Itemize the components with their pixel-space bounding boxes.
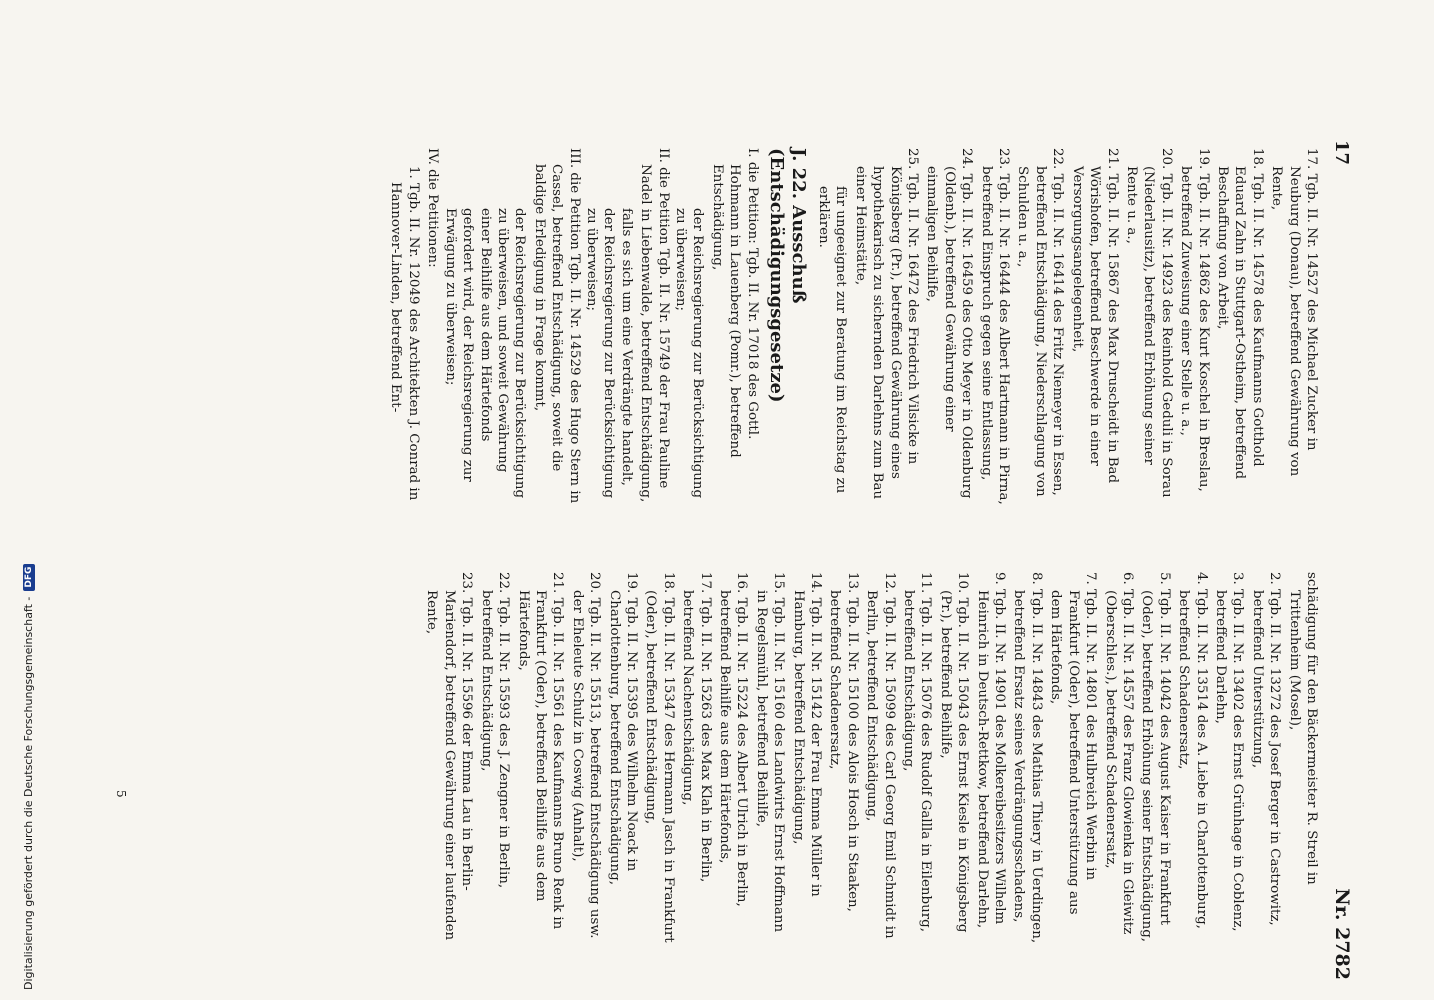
item-number: 1. (405, 166, 421, 179)
item-text: Tgb. II. Nr. 16444 des Albert Hartmann in Pirna, betreffend Einspruch gegen seine Entlassung, (978, 166, 1012, 505)
list-item (923, 148, 975, 508)
item-text: Tgb. II. Nr. 14862 des Kurt Koschel in Breslau, betreffend Zuweisung einer Stelle u. a., (1178, 166, 1211, 492)
item-number: 19. (1195, 148, 1211, 170)
section-item (424, 148, 441, 508)
list-item (863, 572, 898, 947)
list-item (1047, 572, 1099, 947)
list-item (477, 572, 512, 947)
list-item (1014, 148, 1066, 508)
item-number: 5. (1156, 572, 1172, 585)
section-roman: I. (744, 148, 760, 158)
item-number: 6. (1119, 572, 1135, 585)
item-number: 10. (955, 572, 971, 594)
item-text: Tgb. II. Nr. 16414 des Fritz Niemeyer in Essen, betreffend Entschädigung, Niederschlagung von Schulden u. a., (1015, 166, 1066, 497)
item-text: Tgb. II. Nr. 15561 des Kaufmanns Bruno Renk in Frankfurt (Oder), betreffend Beihilfe aus dem Härtefonds, (515, 590, 566, 930)
dfg-logo: DFG (23, 564, 35, 591)
section-text: die Petition: Tgb. II. Nr. 17018 des Gottl. Hohmann in Lauenberg (Pomr.), betreffend Entschädigung, (709, 161, 760, 458)
digitization-credit (22, 564, 35, 990)
item-number: 24. (959, 148, 975, 170)
list-item (1010, 572, 1045, 947)
item-number: 23. (996, 148, 1012, 170)
item-number: 15. (771, 572, 787, 594)
section-item (637, 148, 672, 508)
list-item (826, 572, 861, 947)
item-number: 8. (1028, 572, 1044, 585)
list-item (1138, 572, 1173, 947)
list-item (977, 148, 1012, 508)
section-title: J. 22. Ausschuß (Entschädigungsgesetze) (765, 148, 809, 403)
list-item (1123, 148, 1175, 508)
list-item (514, 572, 566, 947)
item-number: 18. (660, 572, 676, 594)
item-text: Tgb. II. Nr. 14557 des Franz Glowienka in Gleiwitz (Oberschles.), betreffend Schadenersatz, (1102, 589, 1135, 935)
list-item (423, 572, 475, 947)
item-text: Tgb. II. Nr. 15076 des Rudolf Gallla in Eilenburg, betreffend Entschädigung, (901, 590, 934, 932)
item-number: 14. (808, 572, 824, 594)
item-number: 17. (697, 572, 713, 594)
item-text: Tgb. II. Nr. 13272 des Josef Berger in Castrowitz, betreffend Unterstützung, (1249, 589, 1283, 926)
document-number: Nr. 2782 (1331, 888, 1353, 980)
list-item (973, 572, 1008, 947)
item-number: 22. (1050, 148, 1066, 170)
petition-list-a (851, 148, 1320, 508)
list-item (1285, 572, 1320, 947)
list-item (568, 572, 603, 947)
section-text: die Petitionen: (425, 169, 441, 268)
item-number: 2. (1267, 572, 1283, 585)
item-text: schädigung für den Bäckermeister R. Streil in Trittenheim (Mosel), (1286, 572, 1319, 885)
list-item (1177, 148, 1212, 508)
item-number: 25. (905, 148, 921, 170)
item-text: Tgb. II. Nr. 15596 der Emma Lau in Berlin-Mariendorf, betreffend Gewährung einer laufenden Rente, (424, 590, 475, 941)
item-text: Tgb. II. Nr. 15263 des Max Klah in Berlin, betreffend Nachentschädigung, (680, 590, 713, 883)
item-number: 16. (734, 572, 750, 594)
item-text: Tgb. II. Nr. 13514 des A. Liebe in Charlottenburg, betreffend Schadenersatz, (1176, 589, 1209, 929)
item-number: 9. (992, 572, 1008, 585)
item-number: 4. (1193, 572, 1209, 585)
list-item (387, 148, 422, 508)
item-number: 19. (623, 572, 639, 594)
item-text: Tgb. II. Nr. 15100 des Alois Hosch in Staaken, betreffend Schadenersatz, (827, 590, 860, 912)
item-text: Tgb. II. Nr. 15867 des Max Druscheidt in Bad Wörishofen, betreffend Beschwerde in einer Versorgungsangelegenheit, (1069, 166, 1120, 484)
section-roman: III. (566, 148, 582, 169)
signature-mark: 5 (114, 790, 128, 798)
section-list (424, 148, 761, 508)
credit-text: Digitalisierung gefördert durch die Deutsche Forschungsgemeinschaft - (22, 596, 35, 990)
item-text: Tgb. II. Nr. 16472 des Friedrich Vilsicke in Königsberg (Pr.), betreffend Gewährung eines hypothekarisch zu sichernden Darlehns zum Bau einer Heimstätte, (852, 166, 921, 500)
item-number: 18. (1249, 148, 1265, 170)
section-text: die Petition Tgb. II. Nr. 15749 der Frau Pauline Nadel in Liebenwalde, betreffend Entschädigung, (638, 164, 671, 503)
list-item (851, 148, 921, 508)
section-roman: II. (655, 148, 671, 163)
item-number: 20. (587, 572, 603, 594)
list-item (936, 572, 971, 947)
section-roman: IV. (425, 148, 441, 165)
item-text: Tgb. II. Nr. 14527 des Michael Zucker in Neuburg (Donau), betreffend Gewährung von Rente, (1269, 166, 1319, 477)
item-number: 7. (1083, 572, 1099, 585)
item-number: 22. (496, 572, 512, 594)
item-number: 17. (1304, 148, 1319, 170)
item-number: 12. (881, 572, 897, 594)
item-text: Tgb. II. Nr. 15224 des Albert Ulrich in Berlin, betreffend Beihilfe aus dem Härtefonds, (717, 590, 750, 907)
column-left (180, 148, 1320, 508)
list-item (1068, 148, 1120, 508)
list-item (1214, 148, 1266, 508)
item-text: Tgb. II. Nr. 15099 des Carl Georg Emil Schmidt in Berlin, betreffend Entschädigung, (864, 590, 897, 939)
item-text: Tgb. II. Nr. 14923 des Reinhold Geduli in Sorau (Niederlausitz), betreffend Erhöhung seiner Rente u. a., (1123, 166, 1174, 498)
item-text: Tgb. II. Nr. 15142 der Frau Emma Müller in Hamburg, betreffend Entschädigung, (790, 590, 824, 897)
section-action: falls es sich um eine Verdrängte handelt, der Reichsregierung zur Berücksichtigung zu überweisen; (583, 208, 634, 499)
closing-text: für ungeeignet zur Beratung im Reichstag zu erklären. (816, 186, 849, 494)
item-text: Tgb. II. Nr. 13402 des Ernst Grünhage in Coblenz, betreffend Darlehn, (1212, 589, 1246, 932)
list-item (1101, 572, 1136, 947)
item-number: 23. (459, 572, 475, 594)
page-header (1322, 140, 1362, 980)
item-text: Tgb. II. Nr. 14042 des August Kaiser in Frankfurt (Oder), betreffend Erhöhung seiner Entschädigung, (1139, 589, 1172, 943)
list-item (1248, 572, 1283, 947)
list-item (900, 572, 935, 947)
petition-list-b (423, 572, 1320, 947)
item-number: 21. (550, 572, 566, 594)
item-text: Tgb. II. Nr. 14843 des Mathias Thiery in Uerdingen, betreffend Ersatz seines Verdrängungsschadens, (1011, 589, 1044, 944)
item-number: 13. (844, 572, 860, 594)
page-number: 17 (1331, 140, 1353, 166)
item-text: Tgb. II. Nr. 15513, betreffend Entschädigung usw. der Eheleute Schulz in Coswig (Anhalt), (569, 590, 603, 939)
list-item (716, 572, 751, 947)
item-text: Tgb. II. Nr. 12049 des Architekten J. Conrad in Hannover-Linden, betreffend Ent- (388, 182, 421, 501)
item-text: Tgb. II. Nr. 16459 des Otto Meyer in Oldenburg (Oldenb.), betreffend Gewährung einer einmaligen Beihilfe, (924, 166, 975, 499)
item-text: Tgb. II. Nr. 15160 des Landwirts Ernst Hoffmann in Regelsmühl, betreffend Beihilfe, (753, 590, 787, 933)
item-number: 20. (1158, 148, 1174, 170)
list-item (605, 572, 640, 947)
list-item (1175, 572, 1210, 947)
item-number: 11. (918, 572, 934, 594)
column-right (180, 572, 1320, 947)
section-text: die Petition Tgb. II. Nr. 14529 des Hugo Stern in Cassel, betreffend Entschädigung, soweit die baldige Erledigung in Frage kommt, (531, 164, 582, 504)
list-item (752, 572, 787, 947)
item-number: 3. (1230, 572, 1246, 585)
list-item (1268, 148, 1320, 508)
item-text: Tgb. II. Nr. 15043 des Ernst Kiesle in Königsberg (Pr.), betreffend Beihilfe, (937, 590, 971, 933)
item-text: Tgb. II. Nr. 15593 des J. Zengner in Berlin, betreffend Entschädigung, (478, 590, 512, 889)
section-item (530, 148, 582, 508)
list-item (789, 572, 824, 947)
list-item (679, 572, 714, 947)
item-text: Tgb. II. Nr. 15395 des Wilhelm Noack in Charlottenburg, betreffend Entschädigung, (606, 590, 639, 885)
list-item (642, 572, 677, 947)
section-action: der Reichsregierung zur Berücksichtigung zu überweisen, und soweit Gewährung einer Beihilfe aus dem Härtefonds gefordert wird, der Reichsregierung zur Erwägung zu überweisen; (442, 208, 528, 499)
section-action: der Reichsregierung zur Berücksichtigung zu überweisen; (673, 208, 706, 499)
item-text: Tgb. II. Nr. 14801 des Hulbreich Werbin in Frankfurt (Oder), betreffend Unterstützung aus dem Härtefonds, (1048, 589, 1099, 915)
item-text: Tgb. II. Nr. 14901 des Molkereibesitzers Wilhelm Heinrich in Deutsch-Rettkow, betreffend Darlehn, (974, 589, 1008, 929)
item-text: Tgb. II. Nr. 15347 des Hermann Jasch in Frankfurt (Oder), betreffend Entschädigung, (643, 590, 676, 943)
section-item (708, 148, 760, 508)
list-item (1212, 572, 1247, 947)
item-number: 21. (1104, 148, 1120, 170)
item-text: Tgb. II. Nr. 14578 des Kaufmanns Gotthold Eduard Zahn in Stuttgart-Ostheim, betreffend Beschaffung von Arbeit, (1214, 166, 1265, 480)
